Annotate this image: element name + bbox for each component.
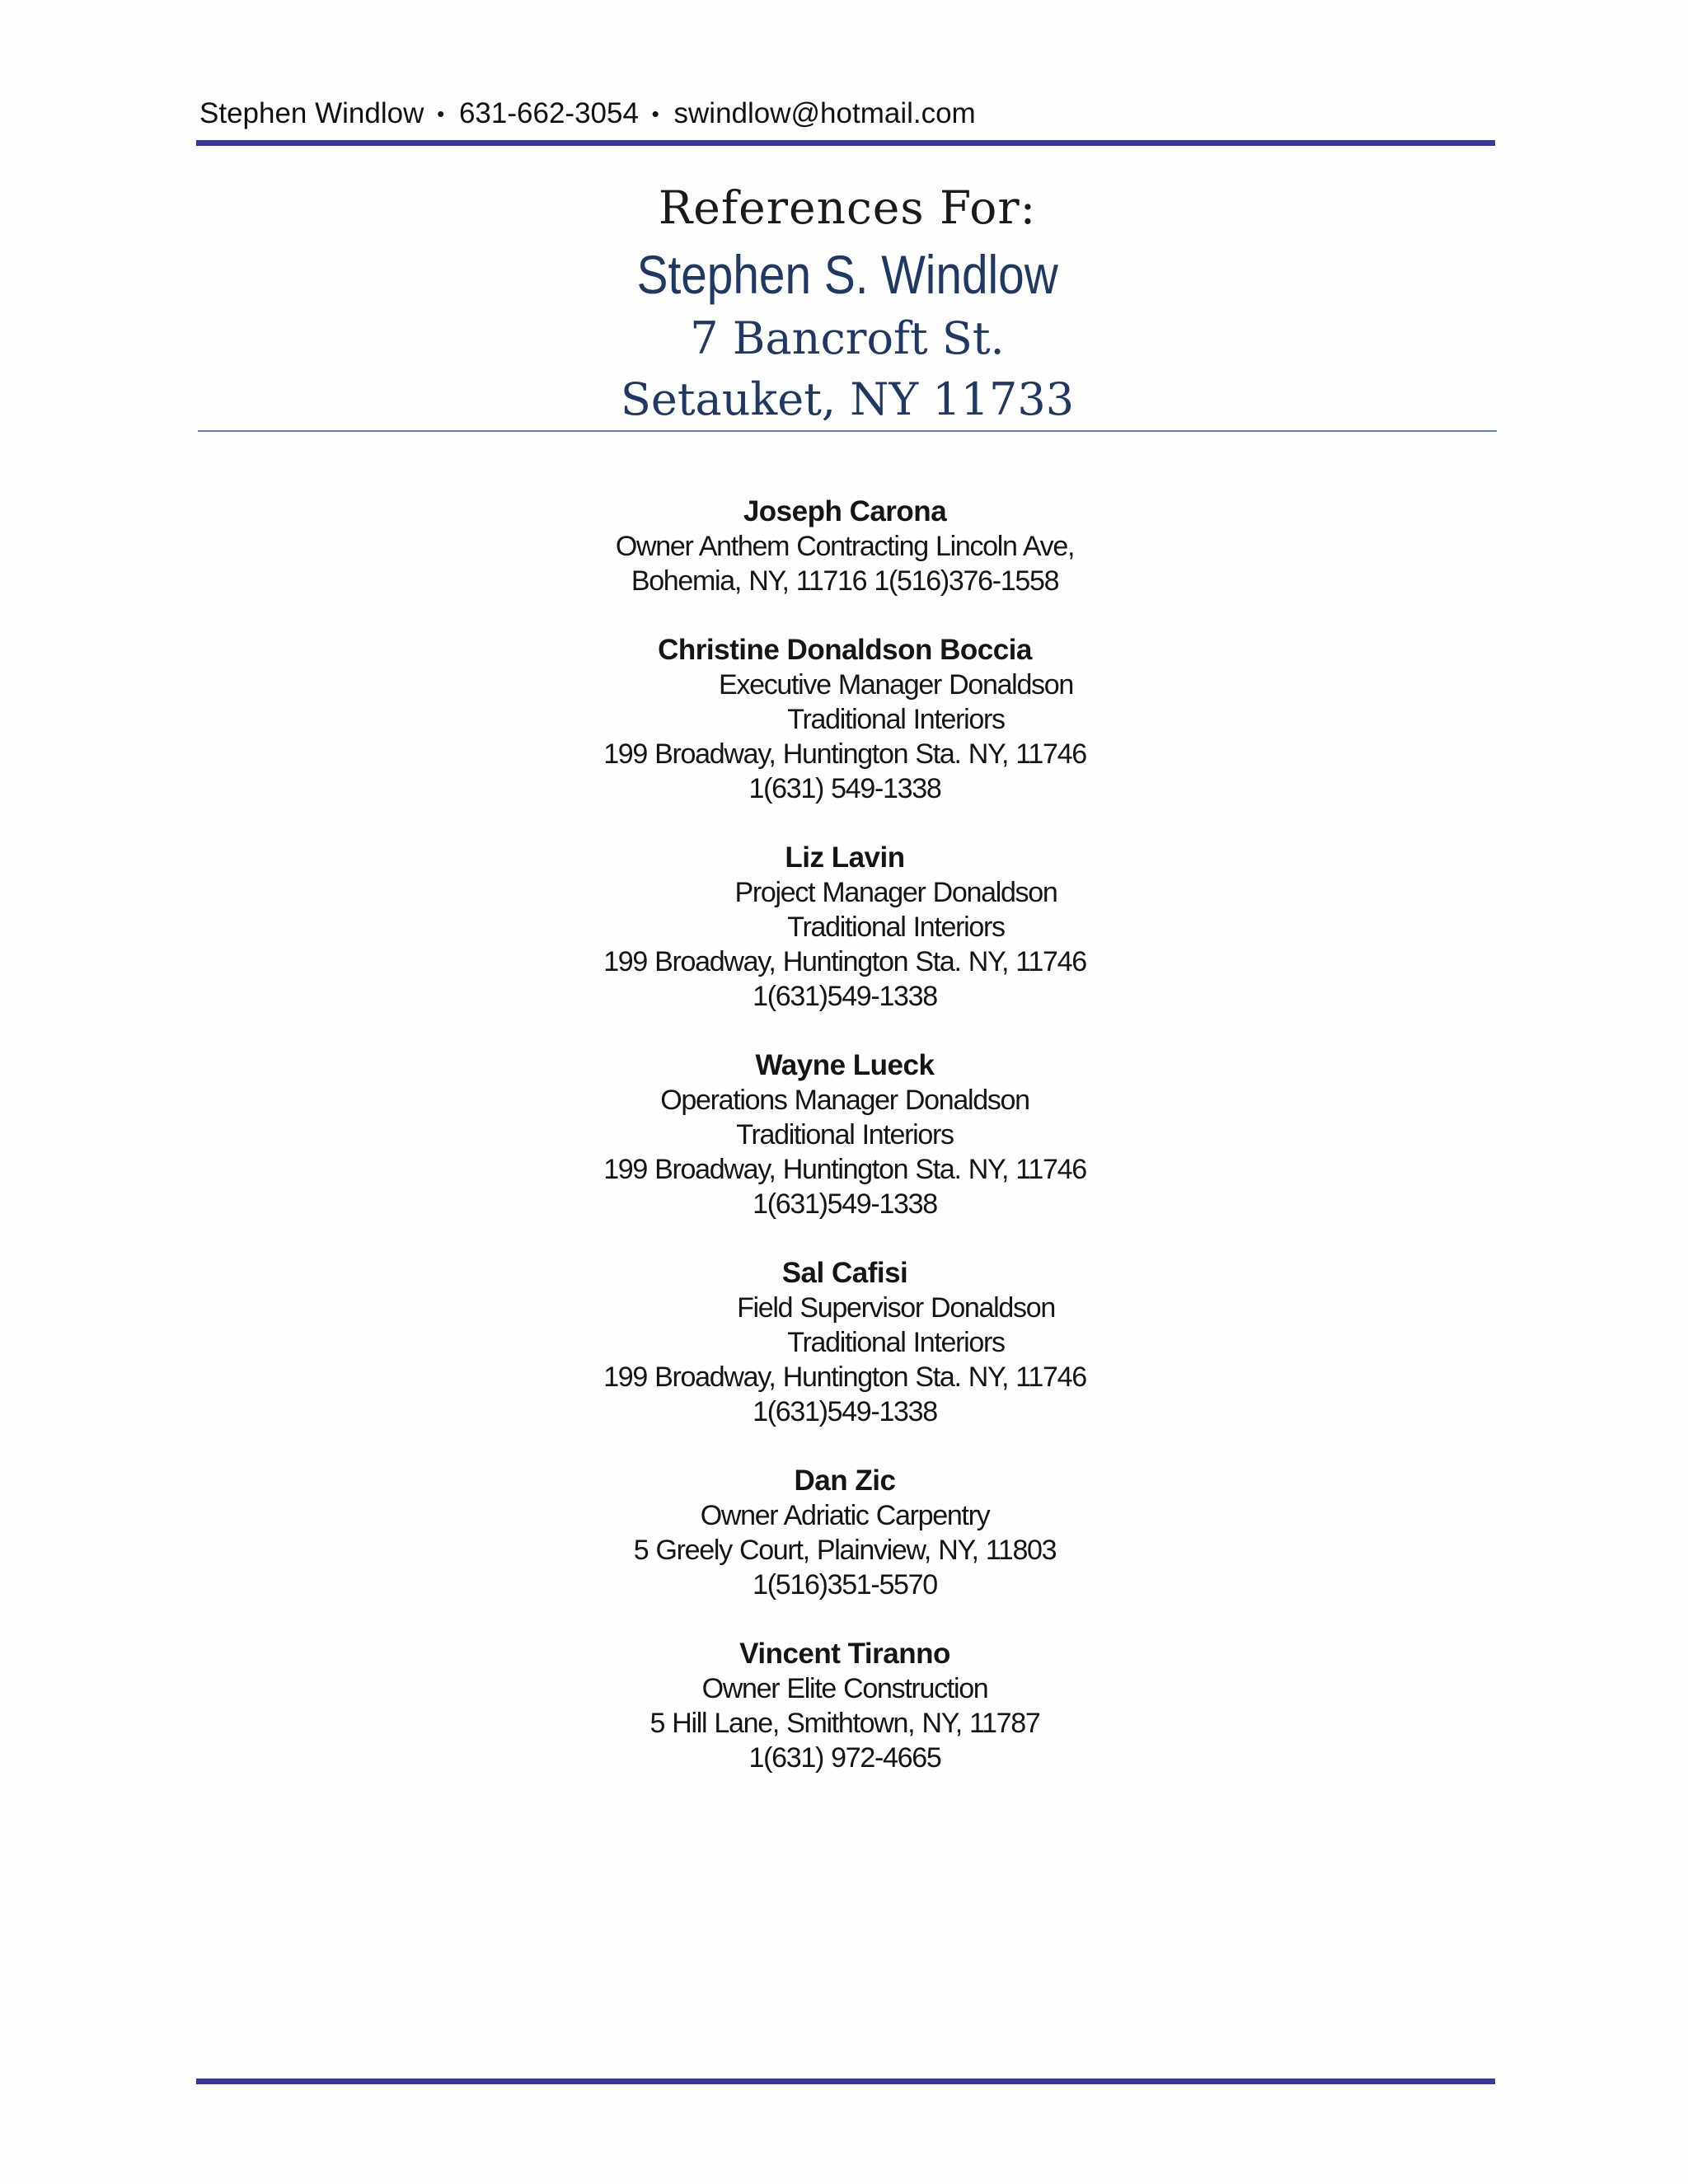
reference-item: [445, 633, 1245, 806]
reference-item: [445, 841, 1245, 1014]
bullet-separator: •: [651, 101, 659, 126]
reference-item: [445, 1256, 1245, 1429]
reference-name: Wayne Lueck: [755, 1049, 935, 1081]
reference-line: Traditional Interiors: [787, 1327, 1005, 1358]
reference-line: Owner Anthem Contracting Lincoln Ave,: [615, 531, 1075, 562]
references-list: [445, 494, 1245, 1810]
contact-header: [199, 97, 976, 130]
reference-item: [445, 1637, 1245, 1775]
reference-line: 199 Broadway, Huntington Sta. NY, 11746: [603, 1154, 1086, 1185]
reference-line: Executive Manager Donaldson: [719, 669, 1073, 701]
reference-line: 1(631)549-1338: [753, 981, 937, 1012]
reference-line: Owner Adriatic Carpentry: [700, 1500, 990, 1531]
candidate-city: Setauket, NY 11733: [620, 373, 1075, 425]
header-name: Stephen Windlow: [199, 97, 424, 129]
reference-line: 1(631) 549-1338: [748, 773, 941, 804]
reference-item: [445, 1048, 1245, 1221]
title-block: [198, 175, 1497, 430]
reference-item: [445, 1464, 1245, 1602]
reference-line: Field Supervisor Donaldson: [737, 1292, 1055, 1324]
reference-name: Dan Zic: [794, 1465, 896, 1497]
reference-line: 199 Broadway, Huntington Sta. NY, 11746: [603, 1361, 1086, 1393]
reference-name: Vincent Tiranno: [739, 1638, 950, 1670]
reference-line: Operations Manager Donaldson: [660, 1085, 1029, 1116]
reference-item: [445, 494, 1245, 598]
page-title: References For:: [658, 181, 1037, 234]
reference-line: Project Manager Donaldson: [734, 877, 1057, 908]
candidate-name: Stephen S. Windlow: [636, 244, 1058, 305]
reference-line: 199 Broadway, Huntington Sta. NY, 11746: [603, 946, 1086, 977]
header-email-link[interactable]: swindlow@hotmail.com: [673, 97, 976, 129]
reference-line: Traditional Interiors: [787, 912, 1005, 943]
reference-line: 1(631) 972-4665: [748, 1742, 941, 1774]
reference-line: Traditional Interiors: [787, 704, 1005, 735]
reference-name: Sal Cafisi: [781, 1257, 908, 1289]
top-divider: [196, 140, 1495, 146]
reference-line: 1(631)549-1338: [753, 1188, 937, 1220]
reference-line: 1(631)549-1338: [753, 1396, 937, 1427]
reference-line: Traditional Interiors: [736, 1119, 954, 1151]
bullet-separator: •: [437, 101, 445, 126]
reference-name: Joseph Carona: [743, 495, 947, 527]
reference-line: 5 Hill Lane, Smithtown, NY, 11787: [649, 1708, 1040, 1739]
reference-line: 5 Greely Court, Plainview, NY, 11803: [633, 1535, 1057, 1566]
reference-line: Owner Elite Construction: [701, 1673, 988, 1704]
header-phone: 631-662-3054: [458, 97, 639, 129]
reference-line: Bohemia, NY, 11716 1(516)376-1558: [631, 565, 1059, 597]
reference-line: 199 Broadway, Huntington Sta. NY, 11746: [603, 738, 1086, 770]
reference-name: Liz Lavin: [785, 841, 905, 874]
candidate-street: 7 Bancroft St.: [690, 312, 1005, 364]
reference-line: 1(516)351-5570: [753, 1569, 937, 1601]
title-divider: [198, 430, 1497, 432]
bottom-divider: [196, 2079, 1495, 2084]
reference-name: Christine Donaldson Boccia: [658, 634, 1032, 666]
